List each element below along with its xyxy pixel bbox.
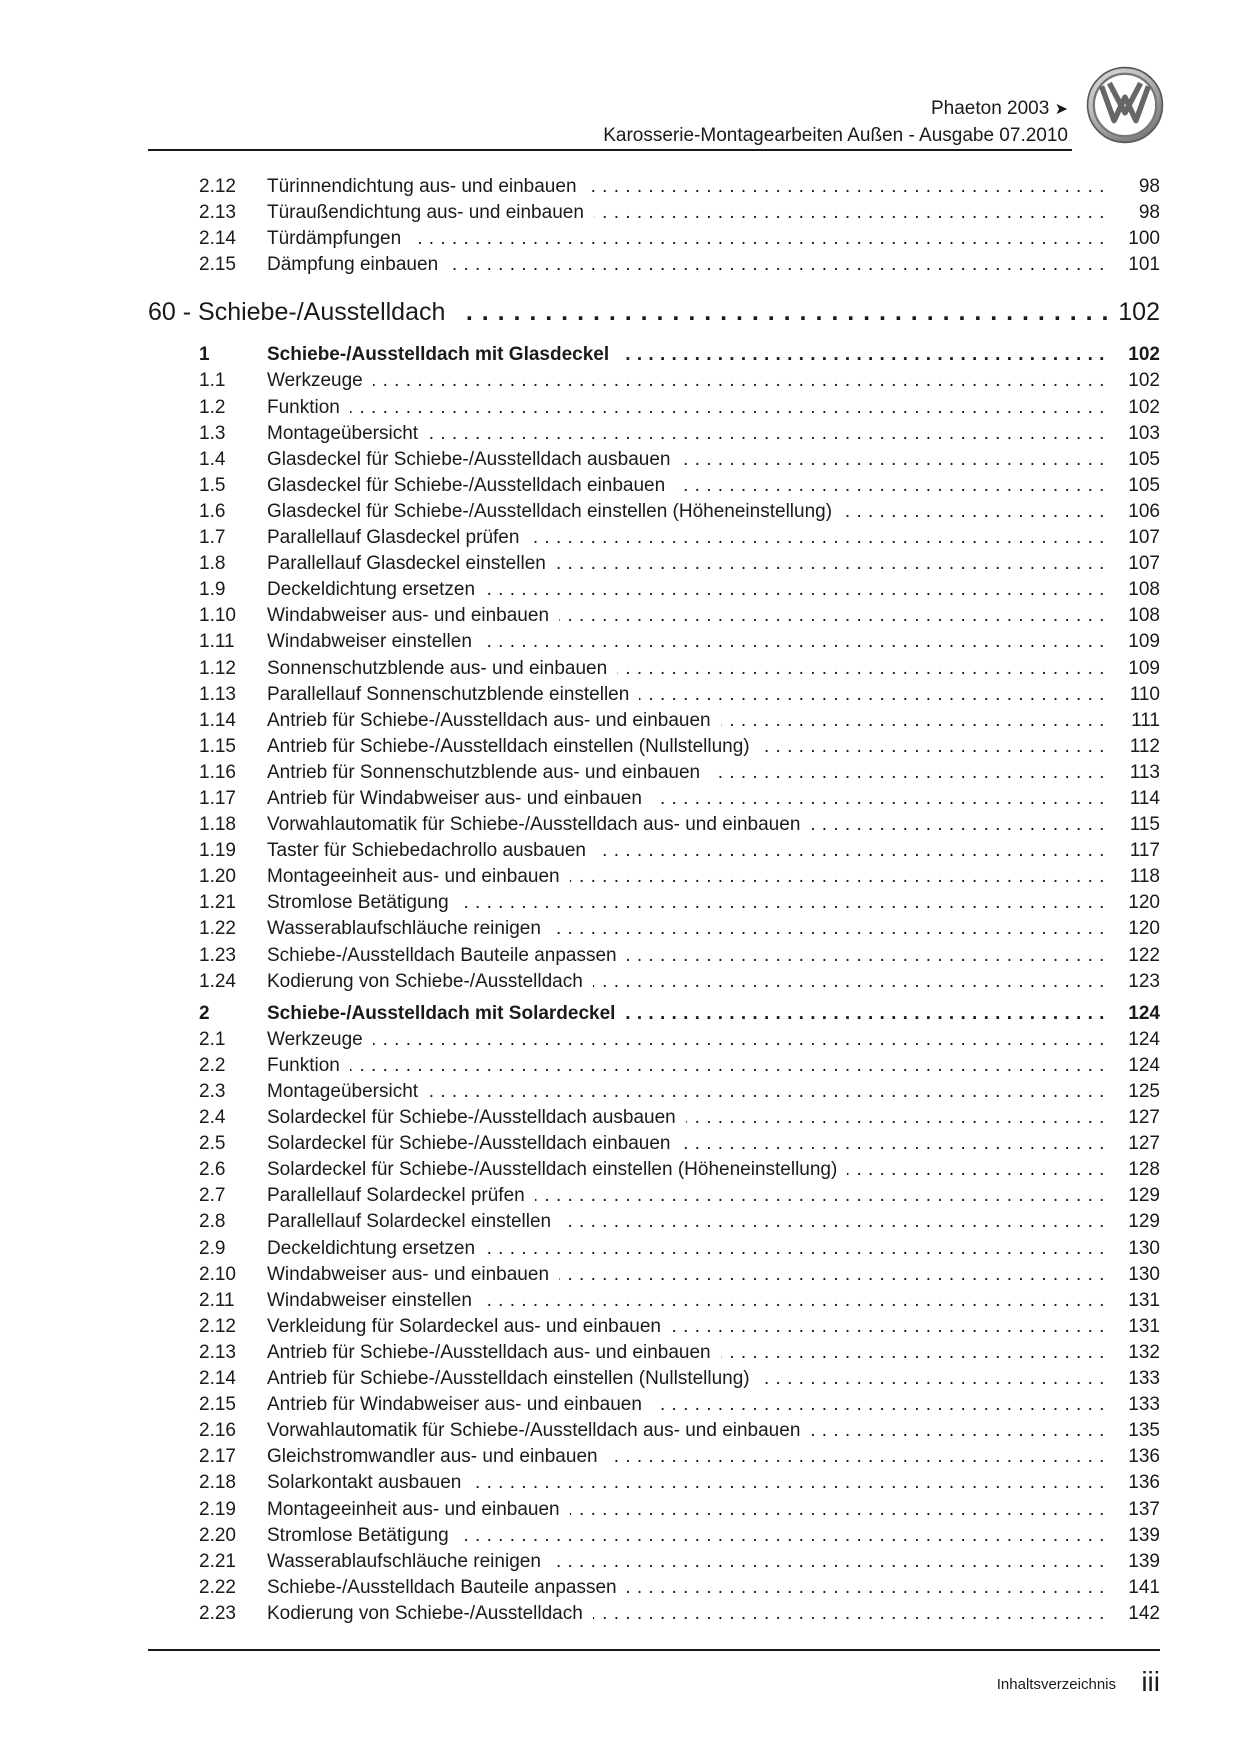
- toc-entry[interactable]: [148, 1314, 1160, 1340]
- toc-entry[interactable]: [148, 682, 1160, 708]
- entry-title: Antrieb für Sonnenschutzblende aus- und einbauen: [267, 762, 710, 783]
- entry-number: 1.13: [199, 683, 236, 705]
- entry-number: 1.20: [199, 866, 236, 888]
- toc-entry[interactable]: [148, 656, 1160, 682]
- entry-number: 1.21: [199, 892, 236, 914]
- entry-page: 129: [1128, 1185, 1160, 1207]
- toc-entry[interactable]: [148, 1601, 1160, 1627]
- entry-page: 122: [1128, 944, 1160, 966]
- toc-entry[interactable]: [148, 1392, 1160, 1418]
- toc-entry[interactable]: [148, 499, 1160, 525]
- entry-page: 130: [1128, 1237, 1160, 1259]
- toc-section-2-entries: [148, 1027, 1160, 1627]
- entry-number: 2.13: [199, 1341, 236, 1363]
- toc-entry[interactable]: [148, 760, 1160, 786]
- toc-section-1[interactable]: [148, 342, 1160, 368]
- entry-title: Türdämpfungen: [267, 228, 411, 249]
- table-of-contents: [148, 174, 1160, 1627]
- toc-entry[interactable]: [148, 1236, 1160, 1262]
- toc-top-entries: [148, 174, 1160, 278]
- entry-number: 2.21: [199, 1550, 236, 1572]
- entry-number: 2.19: [199, 1498, 236, 1520]
- entry-title: Glasdeckel für Schiebe-/Ausstelldach ausbauen: [267, 449, 680, 470]
- entry-page: 118: [1129, 866, 1160, 888]
- entry-number: 2.18: [199, 1472, 236, 1494]
- toc-entry[interactable]: [148, 1105, 1160, 1131]
- entry-page: 109: [1128, 657, 1160, 679]
- entry-page: 136: [1128, 1446, 1160, 1468]
- entry-title: Deckeldichtung ersetzen: [267, 579, 485, 600]
- entry-number: 1.17: [199, 787, 236, 809]
- toc-entry[interactable]: [148, 838, 1160, 864]
- entry-title: Antrieb für Schiebe-/Ausstelldach einstellen (Nullstellung): [267, 1368, 760, 1389]
- entry-number: 1.15: [199, 735, 236, 757]
- entry-page: 139: [1128, 1524, 1160, 1546]
- entry-title: Parallellauf Solardeckel prüfen: [267, 1185, 535, 1206]
- entry-page: 127: [1128, 1133, 1160, 1155]
- entry-number: 1.7: [199, 527, 226, 549]
- entry-page: 106: [1128, 500, 1160, 522]
- toc-entry[interactable]: [148, 1157, 1160, 1183]
- page-header: [148, 98, 1068, 148]
- entry-page: 107: [1128, 527, 1160, 549]
- entry-title: Vorwahlautomatik für Schiebe-/Ausstelldach aus- und einbauen: [267, 814, 810, 835]
- footer-section-name: Inhaltsverzeichnis: [996, 1676, 1116, 1693]
- toc-entry[interactable]: [148, 1340, 1160, 1366]
- section-title: Schiebe-/Ausstelldach mit Solardeckel: [267, 1003, 625, 1024]
- entry-number: 1.24: [199, 970, 236, 992]
- entry-number: 1.22: [199, 918, 236, 940]
- entry-title: Kodierung von Schiebe-/Ausstelldach: [267, 971, 593, 992]
- entry-page: 133: [1128, 1394, 1160, 1416]
- toc-entry[interactable]: [148, 1444, 1160, 1470]
- entry-number: 1.2: [199, 396, 226, 418]
- toc-chapter[interactable]: [148, 288, 1160, 336]
- toc-entry[interactable]: [148, 421, 1160, 447]
- entry-title: Sonnenschutzblende aus- und einbauen: [267, 658, 617, 679]
- entry-page: 141: [1128, 1576, 1160, 1598]
- toc-entry[interactable]: [148, 473, 1160, 499]
- toc-section-1-entries: [148, 368, 1160, 994]
- entry-number: 2.23: [199, 1602, 236, 1624]
- toc-entry[interactable]: [148, 864, 1160, 890]
- arrow-icon: ➤: [1054, 101, 1068, 118]
- entry-title: Gleichstromwandler aus- und einbauen: [267, 1446, 608, 1467]
- entry-page: 142: [1128, 1602, 1160, 1624]
- entry-number: 1.8: [199, 553, 226, 575]
- entry-number: 2.6: [199, 1159, 226, 1181]
- toc-entry[interactable]: [148, 1366, 1160, 1392]
- entry-page: 111: [1131, 709, 1160, 731]
- section-number: 2: [199, 1002, 210, 1024]
- entry-number: 2.1: [199, 1028, 226, 1050]
- entry-title: Stromlose Betätigung: [267, 1525, 459, 1546]
- entry-number: 2.15: [199, 1394, 236, 1416]
- entry-number: 1.23: [199, 944, 236, 966]
- entry-page: 102: [1128, 396, 1160, 418]
- entry-title: Türaußendichtung aus- und einbauen: [267, 202, 594, 223]
- entry-page: 129: [1128, 1211, 1160, 1233]
- toc-entry[interactable]: [148, 943, 1160, 969]
- entry-page: 105: [1128, 448, 1160, 470]
- entry-page: 115: [1129, 814, 1160, 836]
- section-number: 1: [199, 344, 210, 366]
- toc-entry[interactable]: [148, 603, 1160, 629]
- entry-page: 127: [1128, 1107, 1160, 1129]
- entry-title: Schiebe-/Ausstelldach Bauteile anpassen: [267, 1577, 627, 1598]
- entry-number: 2.17: [199, 1446, 236, 1468]
- entry-page: 124: [1128, 1054, 1160, 1076]
- section-page: 124: [1128, 1002, 1160, 1024]
- chapter-page: 102: [1118, 298, 1160, 327]
- entry-number: 1.3: [199, 422, 226, 444]
- entry-title: Taster für Schiebedachrollo ausbauen: [267, 840, 596, 861]
- entry-number: 1.11: [199, 631, 235, 653]
- entry-title: Parallellauf Sonnenschutzblende einstellen: [267, 684, 639, 705]
- toc-entry[interactable]: [148, 368, 1160, 394]
- entry-number: 2.7: [199, 1185, 226, 1207]
- entry-title: Montageübersicht: [267, 1081, 428, 1102]
- entry-title: Antrieb für Schiebe-/Ausstelldach aus- und einbauen: [267, 710, 721, 731]
- entry-title: Türinnendichtung aus- und einbauen: [267, 176, 587, 197]
- entry-number: 1.18: [199, 814, 236, 836]
- entry-number: 2.9: [199, 1237, 226, 1259]
- section-page: 102: [1128, 344, 1160, 366]
- entry-number: 2.8: [199, 1211, 226, 1233]
- header-divider: [148, 149, 1072, 151]
- entry-title: Antrieb für Windabweiser aus- und einbauen: [267, 1394, 652, 1415]
- toc-section-2[interactable]: [148, 1001, 1160, 1027]
- toc-entry[interactable]: [148, 1079, 1160, 1105]
- entry-title: Antrieb für Windabweiser aus- und einbauen: [267, 788, 652, 809]
- entry-number: 1.14: [199, 709, 236, 731]
- entry-number: 2.4: [199, 1107, 226, 1129]
- entry-page: 108: [1128, 605, 1160, 627]
- entry-number: 2.15: [199, 254, 236, 276]
- toc-entry[interactable]: [148, 174, 1160, 200]
- entry-title: Parallellauf Glasdeckel einstellen: [267, 553, 556, 574]
- entry-page: 107: [1128, 553, 1160, 575]
- entry-page: 130: [1128, 1263, 1160, 1285]
- entry-title: Solardeckel für Schiebe-/Ausstelldach einbauen: [267, 1133, 680, 1154]
- entry-title: Kodierung von Schiebe-/Ausstelldach: [267, 1603, 593, 1624]
- entry-number: 1.9: [199, 579, 226, 601]
- toc-entry[interactable]: [148, 1131, 1160, 1157]
- toc-entry[interactable]: [148, 1053, 1160, 1079]
- entry-page: 105: [1128, 474, 1160, 496]
- entry-title: Verkleidung für Solardeckel aus- und einbauen: [267, 1316, 671, 1337]
- entry-title: Antrieb für Schiebe-/Ausstelldach einstellen (Nullstellung): [267, 736, 760, 757]
- entry-title: Vorwahlautomatik für Schiebe-/Ausstelldach aus- und einbauen: [267, 1420, 810, 1441]
- entry-title: Wasserablaufschläuche reinigen: [267, 918, 551, 939]
- entry-page: 101: [1128, 254, 1160, 276]
- entry-page: 136: [1128, 1472, 1160, 1494]
- entry-title: Dämpfung einbauen: [267, 254, 448, 275]
- document-subtitle: Karosserie-Montagearbeiten Außen - Ausgabe 07.2010: [603, 125, 1068, 146]
- entry-title: Windabweiser aus- und einbauen: [267, 1264, 559, 1285]
- entry-number: 1.10: [199, 605, 236, 627]
- entry-number: 1.16: [199, 761, 236, 783]
- entry-number: 2.11: [199, 1289, 235, 1311]
- entry-page: 132: [1128, 1341, 1160, 1363]
- toc-entry[interactable]: [148, 200, 1160, 226]
- entry-page: 102: [1128, 370, 1160, 392]
- entry-page: 131: [1128, 1315, 1160, 1337]
- entry-page: 123: [1128, 970, 1160, 992]
- entry-title: Montageeinheit aus- und einbauen: [267, 1499, 570, 1520]
- entry-title: Glasdeckel für Schiebe-/Ausstelldach einstellen (Höheneinstellung): [267, 501, 842, 522]
- toc-entry[interactable]: [148, 812, 1160, 838]
- entry-number: 2.5: [199, 1133, 226, 1155]
- entry-page: 117: [1129, 840, 1160, 862]
- toc-entry[interactable]: [148, 1183, 1160, 1209]
- toc-entry[interactable]: [148, 252, 1160, 278]
- entry-number: 2.3: [199, 1081, 226, 1102]
- entry-number: 2.22: [199, 1576, 236, 1598]
- entry-page: 114: [1129, 787, 1160, 809]
- toc-entry[interactable]: [148, 916, 1160, 942]
- entry-page: 135: [1128, 1420, 1160, 1442]
- entry-page: 137: [1128, 1498, 1160, 1520]
- entry-page: 131: [1128, 1289, 1160, 1311]
- entry-title: Montageübersicht: [267, 423, 428, 444]
- toc-entry[interactable]: [148, 1262, 1160, 1288]
- toc-entry[interactable]: [148, 890, 1160, 916]
- footer-page-number: iii: [1141, 1666, 1160, 1697]
- toc-entry[interactable]: [148, 447, 1160, 473]
- entry-title: Deckeldichtung ersetzen: [267, 1238, 485, 1259]
- entry-number: 1.5: [199, 474, 226, 496]
- section-title: Schiebe-/Ausstelldach mit Glasdeckel: [267, 344, 619, 365]
- entry-title: Windabweiser einstellen: [267, 631, 482, 652]
- toc-entry[interactable]: [148, 577, 1160, 603]
- entry-title: Wasserablaufschläuche reinigen: [267, 1551, 551, 1572]
- entry-title: Werkzeuge: [267, 370, 373, 391]
- entry-title: Glasdeckel für Schiebe-/Ausstelldach einbauen: [267, 475, 675, 496]
- entry-title: Werkzeuge: [267, 1029, 373, 1050]
- entry-number: 2.13: [199, 202, 236, 224]
- toc-entry[interactable]: [148, 969, 1160, 995]
- entry-page: 128: [1128, 1159, 1160, 1181]
- entry-title: Funktion: [267, 1055, 350, 1076]
- chapter-title: 60 - Schiebe-/Ausstelldach: [148, 298, 457, 326]
- entry-number: 1.19: [199, 840, 236, 862]
- toc-entry[interactable]: [148, 734, 1160, 760]
- entry-page: 120: [1128, 892, 1160, 914]
- toc-entry[interactable]: [148, 1027, 1160, 1053]
- entry-page: 125: [1128, 1081, 1160, 1102]
- toc-entry[interactable]: [148, 551, 1160, 577]
- entry-title: Windabweiser aus- und einbauen: [267, 605, 559, 626]
- toc-entry[interactable]: [148, 1497, 1160, 1523]
- entry-number: 2.14: [199, 228, 236, 250]
- toc-entry[interactable]: [148, 1549, 1160, 1575]
- toc-entry[interactable]: [148, 1470, 1160, 1496]
- entry-page: 109: [1128, 631, 1160, 653]
- footer-divider: [148, 1649, 1160, 1651]
- entry-page: 133: [1128, 1368, 1160, 1390]
- entry-number: 2.12: [199, 1315, 236, 1337]
- toc-entry[interactable]: [148, 1575, 1160, 1601]
- entry-number: 1.6: [199, 500, 226, 522]
- entry-number: 2.2: [199, 1054, 226, 1076]
- document-title: Phaeton 2003 ➤: [930, 98, 1068, 119]
- entry-title: Solardeckel für Schiebe-/Ausstelldach ausbauen: [267, 1107, 686, 1128]
- toc-entry[interactable]: [148, 1288, 1160, 1314]
- entry-page: 110: [1129, 683, 1160, 705]
- entry-title: Windabweiser einstellen: [267, 1290, 482, 1311]
- entry-page: 98: [1138, 176, 1160, 197]
- entry-page: 100: [1128, 228, 1160, 250]
- entry-number: 1.4: [199, 448, 226, 470]
- entry-title: Solarkontakt ausbauen: [267, 1472, 471, 1493]
- toc-entry[interactable]: [148, 708, 1160, 734]
- entry-page: 112: [1129, 735, 1160, 757]
- toc-entry[interactable]: [148, 629, 1160, 655]
- entry-page: 113: [1129, 761, 1160, 783]
- entry-title: Parallellauf Solardeckel einstellen: [267, 1211, 561, 1232]
- entry-number: 1.12: [199, 657, 236, 679]
- entry-title: Schiebe-/Ausstelldach Bauteile anpassen: [267, 945, 627, 966]
- toc-entry[interactable]: [148, 1209, 1160, 1235]
- toc-entry[interactable]: [148, 1523, 1160, 1549]
- entry-title: Solardeckel für Schiebe-/Ausstelldach einstellen (Höheneinstellung): [267, 1159, 847, 1180]
- entry-number: 2.14: [199, 1368, 236, 1390]
- entry-page: 108: [1128, 579, 1160, 601]
- entry-number: 2.20: [199, 1524, 236, 1546]
- toc-entry[interactable]: [148, 395, 1160, 421]
- entry-title: Parallellauf Glasdeckel prüfen: [267, 527, 529, 548]
- entry-number: 2.10: [199, 1263, 236, 1285]
- entry-page: 98: [1138, 202, 1160, 224]
- entry-number: 1.1: [199, 370, 226, 392]
- toc-entry[interactable]: [148, 786, 1160, 812]
- entry-page: 124: [1128, 1028, 1160, 1050]
- toc-entry[interactable]: [148, 525, 1160, 551]
- toc-entry[interactable]: [148, 1418, 1160, 1444]
- entry-page: 103: [1128, 422, 1160, 444]
- toc-entry[interactable]: [148, 226, 1160, 252]
- entry-title: Funktion: [267, 397, 350, 418]
- vw-logo-icon: [1086, 66, 1164, 144]
- entry-title: Stromlose Betätigung: [267, 892, 459, 913]
- entry-page: 139: [1128, 1550, 1160, 1572]
- entry-title: Antrieb für Schiebe-/Ausstelldach aus- und einbauen: [267, 1342, 721, 1363]
- entry-number: 2.16: [199, 1420, 236, 1442]
- entry-number: 2.12: [199, 176, 236, 197]
- entry-title: Montageeinheit aus- und einbauen: [267, 866, 570, 887]
- entry-page: 120: [1128, 918, 1160, 940]
